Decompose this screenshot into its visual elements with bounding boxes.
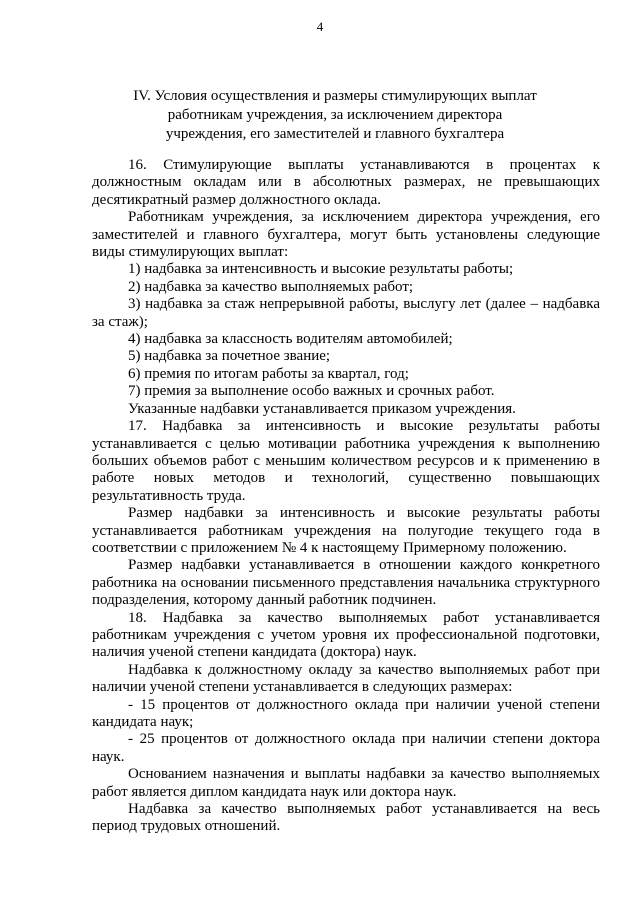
list-item-5: 5) надбавка за почетное звание; [128,348,331,365]
section-heading [100,87,570,144]
list-item-3: 3) надбавка за стаж непрерывной работы, выслугу лет (далее – надбавка за стаж); [92,296,600,330]
section-heading-line: IV. Условия осуществления и размеры стимулирующих выплат [133,88,537,104]
list-item-6: 6) премия по итогам работы за квартал, год; [128,365,409,382]
list-item-15-percent: - 15 процентов от должностного оклада при наличии ученой степени кандидата наук; [92,696,600,730]
paragraph-order: Указанные надбавки устанавливается приказом учреждения. [128,400,516,417]
paragraph-18-period: Надбавка за качество выполняемых работ устанавливается на весь период трудовых отношений. [92,801,600,835]
list-item-2: 2) надбавка за качество выполняемых работ; [128,278,414,295]
paragraph-types-intro: Работникам учреждения, за исключением директора учреждения, его заместителей и главного бухгалтера, могут быть установлены следующие виды стимулирующих выплат: [92,209,600,261]
paragraph-17: 17. Надбавка за интенсивность и высокие результаты работы устанавливается с целью мотивации работника учреждения к выполнению больших объемов работ с меньшим количеством ресурсов и к применению в работе новых методов и технологий, существенно повышающих результативность труда. [92,418,600,504]
section-heading-line: работникам учреждения, за исключением директора [167,107,503,123]
section-heading-line: учреждения, его заместителей и главного бухгалтера [165,126,505,142]
paragraph-18-sizes-intro: Надбавка к должностному окладу за качество выполняемых работ при наличии ученой степени устанавливается в следующих размерах: [92,661,600,696]
list-item-1: 1) надбавка за интенсивность и высокие результаты работы; [128,261,514,278]
paragraph-17-basis: Размер надбавки устанавливается в отношении каждого конкретного работника на основании письменного представления начальника структурного подразделения, которому данный работник подчинен. [92,557,600,609]
list-item-7: 7) премия за выполнение особо важных и срочных работ. [128,383,495,400]
list-item-25-percent: - 25 процентов от должностного оклада при наличии степени доктора наук. [92,731,600,765]
page-number: 4 [316,19,324,34]
paragraph-16: 16. Стимулирующие выплаты устанавливаются в процентах к должностным окладам или в абсолютных размерах, не превышающих десятикратный размер должностного оклада. [92,157,600,208]
document-body [92,157,600,836]
paragraph-18: 18. Надбавка за качество выполняемых работ устанавливается работникам учреждения с учетом уровня их профессиональной подготовки, наличия ученой степени кандидата (доктора) наук. [92,609,600,661]
paragraph-17-size: Размер надбавки за интенсивность и высокие результаты работы устанавливается работникам учреждения на полугодие текущего года в соответствии с приложением № 4 к настоящему Примерному положению. [92,505,600,556]
list-item-4: 4) надбавка за классность водителям автомобилей; [128,331,453,348]
paragraph-18-grounds: Основанием назначения и выплаты надбавки за качество выполняемых работ является диплом кандидата наук или доктора наук. [92,766,600,800]
